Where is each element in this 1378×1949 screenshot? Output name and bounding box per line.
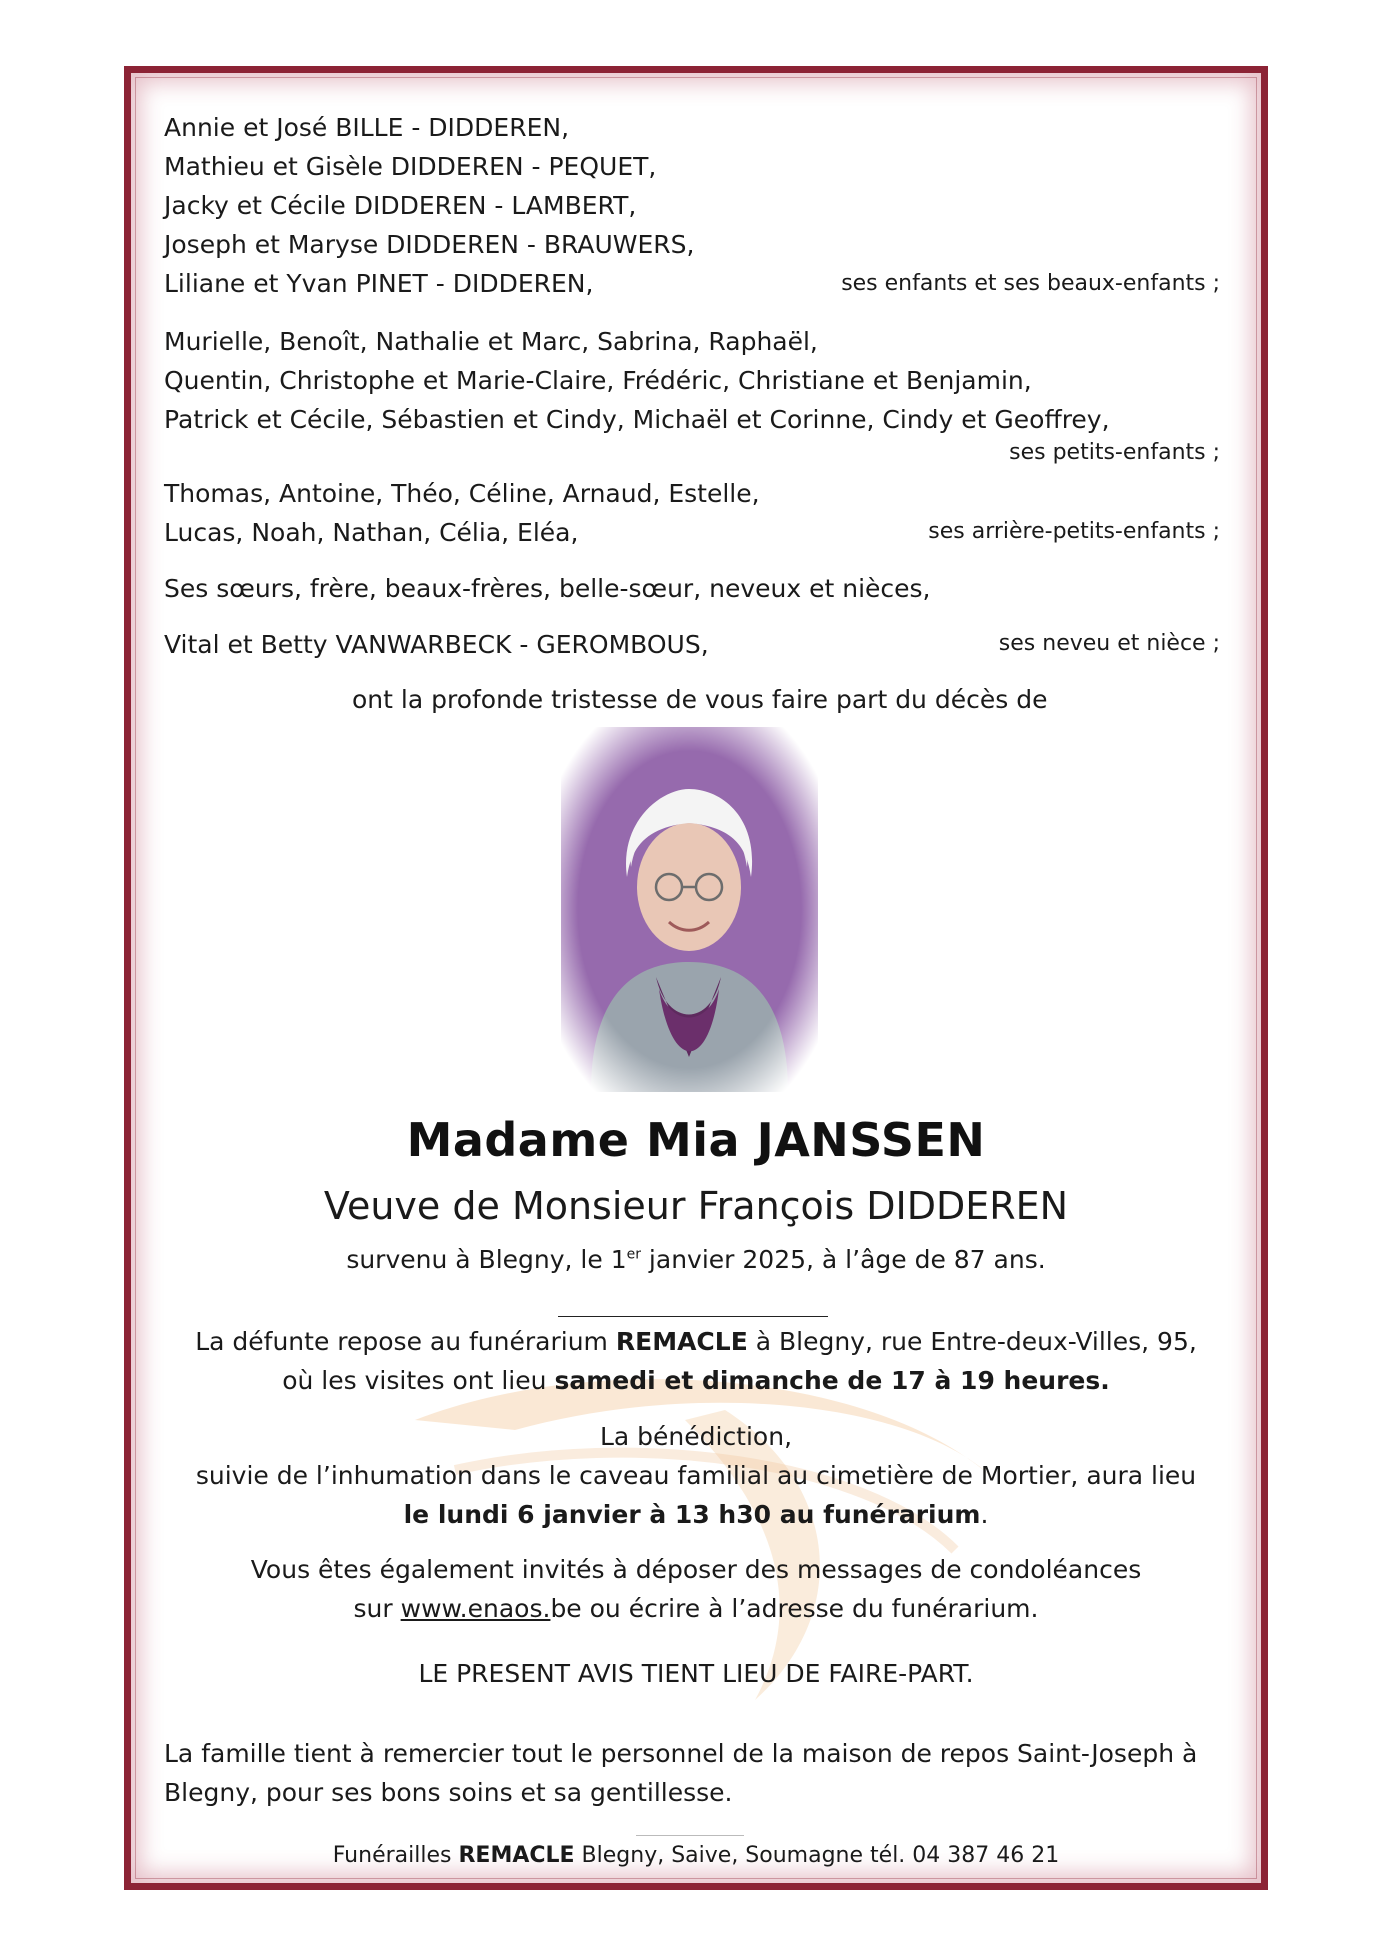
children-role: ses enfants et ses beaux-enfants ; [841,271,1220,296]
visit-hours: samedi et dimanche de 17 à 19 heures. [554,1366,1110,1395]
rest-line-1-before: La défunte repose au funérarium [195,1327,616,1356]
condolences-line-2-after: be ou écrire à l’adresse du funérarium. [550,1594,1039,1623]
condolences-line-2-before: sur [353,1594,401,1623]
ceremony-line-3 [124,1495,1268,1534]
rest-line-1 [124,1322,1268,1361]
child-line-4: Joseph et Maryse DIDDEREN - BRAUWERS, [164,230,695,259]
announcement-text: ont la profonde tristesse de vous faire part du décès de [352,685,1048,714]
ceremony-date: le lundi 6 janvier à 13 h30 au funérarium [403,1500,981,1529]
footer-separator [636,1835,744,1836]
footer-company: REMACLE [458,1843,575,1868]
child-line-2: Mathieu et Gisèle DIDDEREN - PEQUET, [164,152,657,181]
grandchild-line-3: Patrick et Cécile, Sébastien et Cindy, Michaël et Corinne, Cindy et Geoffrey, [164,405,1110,434]
rest-line-1-after: à Blegny, rue Entre-deux-Villes, 95, [747,1327,1197,1356]
grandchild-line-1: Murielle, Benoît, Nathalie et Marc, Sabrina, Raphaël, [164,327,818,356]
grandchild-line-2: Quentin, Christophe et Marie-Claire, Frédéric, Christiane et Benjamin, [164,366,1032,395]
notice-text: LE PRESENT AVIS TIENT LIEU DE FAIRE-PART. [418,1659,974,1688]
funeral-home-name: REMACLE [615,1327,748,1356]
child-line-3: Jacky et Cécile DIDDEREN - LAMBERT, [164,191,637,220]
nephew-role: ses neveu et nièce ; [998,631,1220,656]
rest-line-2 [124,1361,1268,1400]
death-date-line [124,1240,1268,1279]
nephew-line: Vital et Betty VANWARBECK - GEROMBOUS, [164,630,709,659]
footer-before: Funérailles [332,1843,459,1868]
child-line-5: Liliane et Yvan PINET - DIDDEREN, [164,269,594,298]
grandchildren-role: ses petits-enfants ; [1009,440,1220,465]
ceremony-line-1: La bénédiction, [599,1422,793,1451]
footer-after: Blegny, Saive, Soumagne tél. 04 387 46 21 [574,1843,1060,1868]
rest-line-2-before: où les visites ont lieu [282,1366,555,1395]
condolences-line-1: Vous êtes également invités à déposer des messages de condoléances [250,1555,1142,1584]
deceased-portrait-photo [561,727,818,1092]
greatgrandchildren-role: ses arrière-petits-enfants ; [928,519,1220,544]
child-line-1: Annie et José BILLE - DIDDEREN, [164,113,570,142]
separator-line [558,1316,828,1317]
thanks-line-2: Blegny, pour ses bons soins et sa gentillesse. [164,1778,733,1807]
deceased-name: Madame Mia JANSSEN [406,1113,986,1167]
siblings-line: Ses sœurs, frère, beaux-frères, belle-sœur, neveux et nièces, [164,574,931,603]
death-date-sup: er [626,1246,641,1263]
ceremony-line-3-after: . [980,1500,989,1529]
greatgrandchild-line-1: Thomas, Antoine, Théo, Céline, Arnaud, Estelle, [164,479,760,508]
thanks-line-1: La famille tient à remercier tout le personnel de la maison de repos Saint-Joseph à [164,1739,1198,1768]
greatgrandchild-line-2: Lucas, Noah, Nathan, Célia, Eléa, [164,518,579,547]
death-date-before: survenu à Blegny, le 1 [346,1245,627,1274]
widow-of-line: Veuve de Monsieur François DIDDEREN [323,1184,1069,1228]
enaos-link[interactable]: www.enaos. [400,1594,551,1623]
death-date-after: janvier 2025, à l’âge de 87 ans. [640,1245,1046,1274]
condolences-line-2 [124,1589,1268,1628]
footer-text [124,1841,1268,1871]
ceremony-line-2: suivie de l’inhumation dans le caveau familial au cimetière de Mortier, aura lieu [195,1461,1197,1490]
